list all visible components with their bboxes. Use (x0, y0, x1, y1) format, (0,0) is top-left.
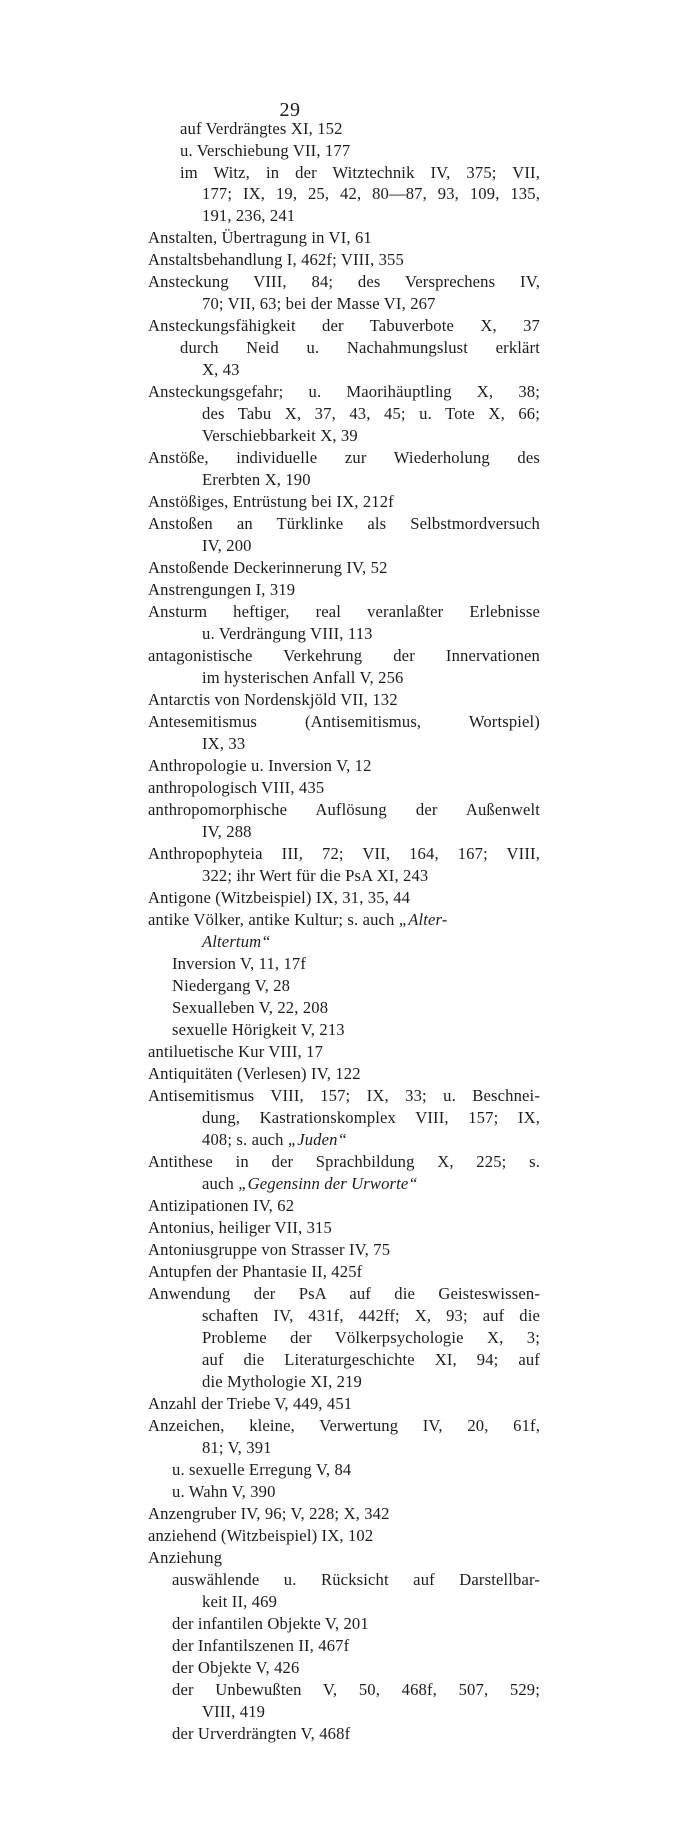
index-line: Ansteckung VIII, 84; des Versprechens IV, (148, 272, 540, 291)
index-line: dung, Kastrationskomplex VIII, 157; IX, (202, 1108, 540, 1127)
index-line: keit II, 469 (202, 1592, 278, 1611)
index-line: Antisemitismus VIII, 157; IX, 33; u. Beschnei- (148, 1086, 540, 1105)
index-line: Antesemitismus (Antisemitismus, Wortspiel) (148, 712, 540, 731)
index-line: Antizipationen IV, 62 (148, 1196, 295, 1215)
index-line: Anstöße, individuelle zur Wiederholung des (148, 448, 540, 467)
index-line-text: 408; s. auch (202, 1130, 284, 1149)
index-line: durch Neid u. Nachahmungslust erklärt (180, 338, 540, 357)
index-line: der Unbewußten V, 50, 468f, 507, 529; (172, 1680, 540, 1699)
index-line: Anwendung der PsA auf die Geisteswissen- (148, 1284, 540, 1303)
index-line: Anzengruber IV, 96; V, 228; X, 342 (148, 1504, 390, 1523)
index-line: 191, 236, 241 (202, 206, 296, 225)
index-line: 70; VII, 63; bei der Masse VI, 267 (202, 294, 436, 313)
index-line: Ansteckungsgefahr; u. Maorihäuptling X, 38; (148, 382, 540, 401)
index-line: anthropomorphische Auflösung der Außenwelt (148, 800, 540, 819)
index-line: Antarctis von Nordenskjöld VII, 132 (148, 690, 398, 709)
index-line: IX, 33 (202, 734, 246, 753)
index-line-text: auch (202, 1174, 234, 1193)
index-line: Antonius, heiliger VII, 315 (148, 1218, 332, 1237)
index-line: u. Wahn V, 390 (172, 1482, 276, 1501)
index-line: Antupfen der Phantasie II, 425f (148, 1262, 363, 1281)
index-line: Anziehung (148, 1548, 223, 1567)
index-line: im hysterischen Anfall V, 256 (202, 668, 404, 687)
index-line: Sexualleben V, 22, 208 (172, 998, 329, 1017)
index-line: der Objekte V, 426 (172, 1658, 300, 1677)
index-line: im Witz, in der Witztechnik IV, 375; VII, (180, 163, 540, 182)
index-line: X, 43 (202, 360, 240, 379)
index-line: 81; V, 391 (202, 1438, 272, 1457)
index-line: Anzeichen, kleine, Verwertung IV, 20, 61f, (148, 1416, 540, 1435)
page-number: 29 (279, 99, 301, 121)
index-line: Antithese in der Sprachbildung X, 225; s. (148, 1152, 540, 1171)
index-line-text: antike Völker, antike Kultur; s. auch (148, 910, 395, 929)
index-line: VIII, 419 (202, 1702, 266, 1721)
index-line: anthropologisch VIII, 435 (148, 778, 325, 797)
index-line: auf die Literaturgeschichte XI, 94; auf (202, 1350, 540, 1369)
index-line: Altertum“ (202, 932, 271, 951)
index-line: schaften IV, 431f, 442ff; X, 93; auf die (202, 1306, 540, 1325)
index-line: Anstoßende Deckerinnerung IV, 52 (148, 558, 388, 577)
index-line: anziehend (Witzbeispiel) IX, 102 (148, 1526, 374, 1545)
index-line: auf Verdrängtes XI, 152 (180, 119, 343, 138)
index-line: sexuelle Hörigkeit V, 213 (172, 1020, 345, 1039)
index-line: IV, 200 (202, 536, 252, 555)
index-line: antagonistische Verkehrung der Innervationen (148, 646, 540, 665)
index-line: Antoniusgruppe von Strasser IV, 75 (148, 1240, 391, 1259)
index-line: Anstaltsbehandlung I, 462f; VIII, 355 (148, 250, 404, 269)
index-line (202, 1130, 347, 1150)
index-line: Antigone (Witzbeispiel) IX, 31, 35, 44 (148, 888, 411, 907)
index-line: Ansteckungsfähigkeit der Tabuverbote X, 37 (148, 316, 540, 335)
index-line: Anstößiges, Entrüstung bei IX, 212f (148, 492, 394, 511)
index-line: der infantilen Objekte V, 201 (172, 1614, 369, 1633)
cross-reference: „Juden“ (287, 1130, 347, 1149)
index-line: der Infantilszenen II, 467f (172, 1636, 350, 1655)
index-line: Ansturm heftiger, real veranlaßter Erlebnisse (148, 602, 540, 621)
index-line: Anthropologie u. Inversion V, 12 (148, 756, 372, 775)
index-line: IV, 288 (202, 822, 252, 841)
cross-reference: „Alter- (398, 910, 448, 929)
index-line: die Mythologie XI, 219 (202, 1372, 363, 1391)
index-line: des Tabu X, 37, 43, 45; u. Tote X, 66; (202, 404, 540, 423)
index-line (202, 1174, 418, 1194)
index-line: Antiquitäten (Verlesen) IV, 122 (148, 1064, 361, 1083)
index-line: u. Verdrängung VIII, 113 (202, 624, 373, 643)
index-line: Niedergang V, 28 (172, 976, 291, 995)
index-line: der Urverdrängten V, 468f (172, 1724, 351, 1743)
index-line: Probleme der Völkerpsychologie X, 3; (202, 1328, 540, 1347)
index-line: Anthropophyteia III, 72; VII, 164, 167; VIII, (148, 844, 540, 863)
index-line: 177; IX, 19, 25, 42, 80—87, 93, 109, 135, (202, 184, 540, 203)
index-line: Inversion V, 11, 17f (172, 954, 307, 973)
index-line: Ererbten X, 190 (202, 470, 311, 489)
index-line: Anzahl der Triebe V, 449, 451 (148, 1394, 353, 1413)
index-line (148, 910, 447, 930)
index-line: Anstoßen an Türklinke als Selbstmordversuch (148, 514, 540, 533)
index-line: u. sexuelle Erregung V, 84 (172, 1460, 352, 1479)
index-line: auswählende u. Rücksicht auf Darstellbar- (172, 1570, 540, 1589)
index-line: u. Verschiebung VII, 177 (180, 141, 351, 160)
index-line: antiluetische Kur VIII, 17 (148, 1042, 324, 1061)
index-line: Anstrengungen I, 319 (148, 580, 296, 599)
cross-reference: „Gegensinn der Urworte“ (238, 1174, 418, 1193)
index-line: 322; ihr Wert für die PsA XI, 243 (202, 866, 429, 885)
index-line: Verschiebbarkeit X, 39 (202, 426, 358, 445)
index-line: Anstalten, Übertragung in VI, 61 (148, 228, 372, 247)
